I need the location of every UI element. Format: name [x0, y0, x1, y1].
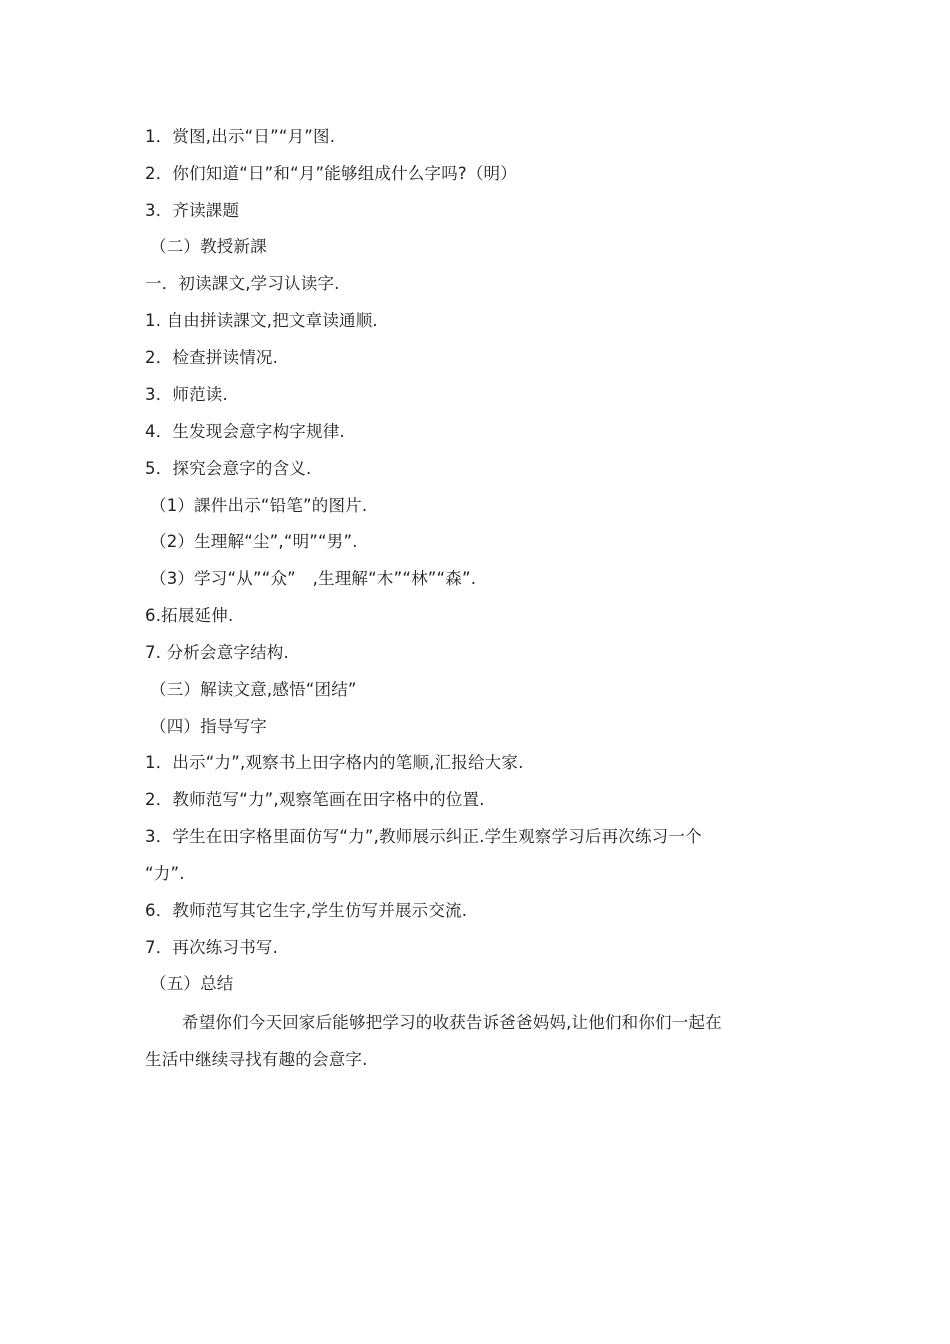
section-heading: （二）教授新課 — [150, 237, 267, 256]
text-line: 7．再次练习书写. — [145, 938, 279, 957]
text-line: 6．教师范写其它生字,学生仿写并展示交流. — [145, 901, 468, 920]
text-line: “力”. — [145, 864, 185, 883]
section-heading: （五）总结 — [150, 974, 234, 993]
text-line: 1. 自由拼读課文,把文章读通顺. — [145, 311, 378, 330]
text-line: 7. 分析会意字结构. — [145, 643, 289, 662]
paragraph-line: 希望你们今天回家后能够把学习的收获告诉爸爸妈妈,让他们和你们一起在 — [182, 1013, 722, 1032]
text-line: 2．你们知道“日”和“月”能够组成什么字吗?（明） — [145, 164, 517, 183]
paragraph-line: 生活中继续寻找有趣的会意字. — [145, 1050, 368, 1069]
text-line: 4．生发现会意字构字规律. — [145, 422, 345, 441]
text-line: 3．师范读. — [145, 385, 228, 404]
text-line: 3．齐读課题 — [145, 201, 240, 220]
text-line: 5．探究会意字的含义. — [145, 459, 312, 478]
section-heading: （四）指导写字 — [150, 717, 267, 736]
text-line: （3）学习“从”“众” ,生理解“木”“林”“森”. — [150, 569, 477, 588]
text-line: 1．赏图,出示“日”“月”图. — [145, 127, 336, 146]
text-line: 一．初读課文,学习认读字. — [145, 274, 340, 293]
text-line: 3．学生在田字格里面仿写“力”,教师展示纠正.学生观察学习后再次练习一个 — [145, 827, 702, 846]
text-line: （2）生理解“尘”,“明”“男”. — [150, 532, 358, 551]
section-heading: （三）解读文意,感悟“团结” — [150, 680, 357, 699]
text-line: 1．出示“力”,观察书上田字格内的笔顺,汇报给大家. — [145, 753, 524, 772]
text-line: （1）課件出示“铅笔”的图片. — [150, 496, 368, 515]
text-line: 6.拓展延伸. — [145, 606, 234, 625]
text-line: 2．检查拼读情况. — [145, 348, 279, 367]
text-line: 2．教师范写“力”,观察笔画在田字格中的位置. — [145, 790, 485, 809]
